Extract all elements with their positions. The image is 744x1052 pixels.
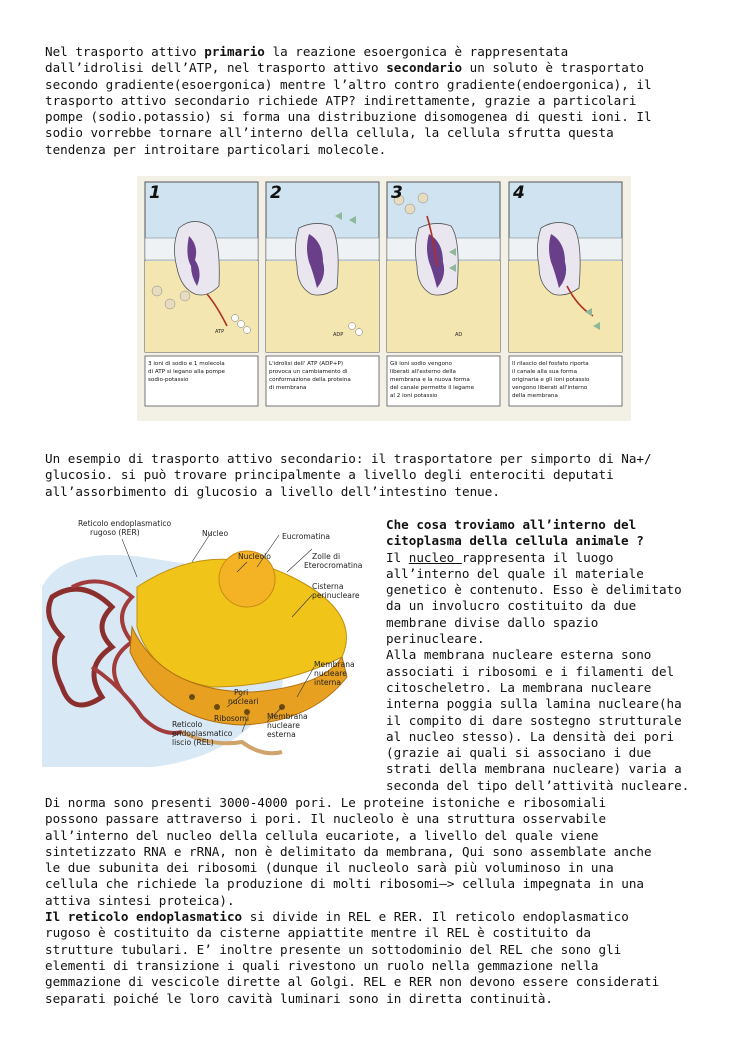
panel-number: 2 [270, 183, 282, 203]
text-line: possono passare attraverso i pori. Il nucleolo è una struttura osservabile [45, 811, 607, 827]
nucleus-diagram [42, 517, 382, 767]
panel-caption: Il rilascio del fosfato riporta il canale alla sua forma originaria e gli ioni potassio vengono liberati all'interno della membrana [512, 361, 590, 399]
label-rel: Reticolo endoplasmatico liscio (REL) [172, 720, 233, 747]
text-line: al nucleo stesso). La densità dei pori [386, 728, 675, 744]
text-line: sintetizzato RNA e rRNA, non è delimitato da membrana, Qui sono assemblate anche [45, 843, 652, 859]
label-membrana-esterna: Membrana nucleare esterna [267, 712, 308, 739]
label-membrana-interna: Membrana nucleare interna [314, 660, 355, 687]
text-line: cellula che richiede la produzione di molti ribosomi—> cellula impegnata in una [45, 876, 644, 892]
text-run: Il [386, 549, 409, 565]
label-nucleo: Nucleo [202, 529, 229, 538]
text-line: attiva sintesi proteica). [45, 892, 235, 908]
panel-number: 3 [391, 183, 403, 203]
label-eucromatina: Eucromatina [282, 532, 330, 541]
text-line: pompe (sodio.potassio) si forma una distribuzione disomogenea di questi ioni. Il [45, 109, 652, 125]
text-line: sodio vorrebbe tornare all’interno della cellula, la cellula sfrutta questa [45, 125, 614, 141]
text-line: elementi di transizione i quali rivestono un ruolo nella gemmazione nella [45, 957, 599, 973]
label-rer: Reticolo endoplasmatico rugoso (RER) [78, 519, 172, 537]
section-heading: citoplasma della cellula animale ? [386, 533, 644, 549]
text-line: membrane divise dallo spazio [386, 614, 599, 630]
nucleolus-reticulum-paragraph [45, 795, 717, 1007]
text-line: separati poiché le loro cavità luminari sono in diretta continuità. [45, 990, 553, 1006]
text-line: strutture tubulari. E’ inoltre presente un sottodominio del REL che sono gli [45, 941, 622, 957]
panel-caption: Gli ioni sodio vengono liberati all'esterno della membrana e la nuova forma del canale permette il legame al 2 ioni potassio [390, 361, 475, 399]
text-line: Un esempio di trasporto attivo secondario: il trasportatore per simporto di Na+/ [45, 451, 652, 466]
text-line: trasporto attivo secondario richiede ATP? indirettamente, grazie a particolari [45, 92, 637, 108]
text-run: si divide in REL e RER. Il reticolo endoplasmatico [242, 909, 629, 925]
sodium-potassium-pump-figure [137, 176, 631, 421]
text-line: associati i ribosomi e i filamenti del [386, 663, 675, 679]
text-line: genetico è contenuto. Esso è delimitato [386, 582, 682, 598]
panel-number: 4 [513, 183, 525, 203]
adp-label: AD [455, 332, 463, 338]
text-line: da un involucro costituito da due [386, 598, 637, 614]
text-line: all’assorbimento di glucosio a livello dell’intestino tenue. [45, 483, 500, 499]
panel-number: 1 [149, 183, 161, 203]
text-run: rappresenta il luogo [461, 549, 614, 565]
text-line: perinucleare. [386, 631, 485, 647]
text-line: (grazie ai quali si associano i due [386, 745, 652, 761]
text-line: Di norma sono presenti 3000-4000 pori. Le proteine istoniche e ribosomiali [45, 795, 607, 810]
text-line: all’interno del quale il materiale [386, 565, 644, 581]
pump-panel-2 [266, 182, 379, 406]
cytoplasm-column [386, 517, 726, 794]
bold-term: primario [204, 44, 265, 59]
text-line: secondo gradiente(esoergonica) mentre l’altro contro gradiente(endoergonica), il [45, 76, 652, 92]
text-run: un soluto è trasportato [462, 60, 645, 76]
adp-label: ADP [333, 332, 344, 338]
section-heading: Che cosa troviamo all’interno del [386, 517, 637, 532]
example-paragraph [45, 451, 717, 500]
text-line: il compito di dare sostegno strutturale [386, 712, 682, 728]
text-run: dall’idrolisi dell’ATP, nel trasporto attivo [45, 60, 387, 76]
text-run: la reazione esoergonica è rappresentata [264, 44, 569, 59]
pump-panel-3 [387, 182, 500, 406]
panel-caption: 3 ioni di sodio e 1 molecola di ATP si legano alla pompe sodio-potassio [148, 361, 225, 383]
label-cisterna: Cisterna perinucleare [312, 582, 360, 600]
pump-panel-1 [145, 182, 258, 406]
label-eterocromatina: Zolle di Eterocromatina [304, 552, 363, 570]
bold-term: secondario [386, 60, 463, 76]
text-line: citoscheletro. La membrana nucleare [386, 679, 652, 695]
atp-label: ATP [215, 329, 225, 335]
panel-caption: L'idrolisi dell' ATP (ADP+P) provoca un cambiamento di conformazione della proteina di membrana [269, 361, 351, 391]
text-line: Alla membrana nucleare esterna sono [386, 647, 652, 663]
text-line: interna poggia sulla lamina nucleare(ha [386, 696, 682, 712]
text-line: all’interno del nucleo della cellula eucariote, a livello del quale viene [45, 827, 599, 843]
text-line: le due subunita dei ribosomi (dunque il nucleolo sarà più voluminoso in una [45, 860, 614, 876]
pump-panel-4 [509, 182, 622, 406]
label-nucleolo: Nucleolo [238, 552, 271, 561]
text-line: glucosio. si può trovare principalmente a livello degli enterociti deputati [45, 467, 614, 483]
text-line: strati della membrana nucleare) varia a [386, 761, 682, 777]
text-line: rugoso è costituito da cisterne appiattite mentre il REL è costituito da [45, 925, 591, 941]
bold-term: Il reticolo endoplasmatico [45, 909, 243, 925]
text-line: gemmazione di vescicole dirette al Golgi. REL e RER non devono essere considerati [45, 974, 660, 990]
intro-paragraph [45, 44, 717, 158]
text-line: seconda del tipo dell’attività nucleare. [386, 777, 690, 793]
label-pori: Pori nucleari [228, 688, 259, 706]
label-ribosomi: Ribosomi [214, 714, 249, 723]
underlined-term: nucleo [408, 549, 462, 565]
text-line: tendenza per introitare particolari molecole. [45, 141, 387, 157]
text-run: Nel trasporto attivo [45, 44, 205, 59]
